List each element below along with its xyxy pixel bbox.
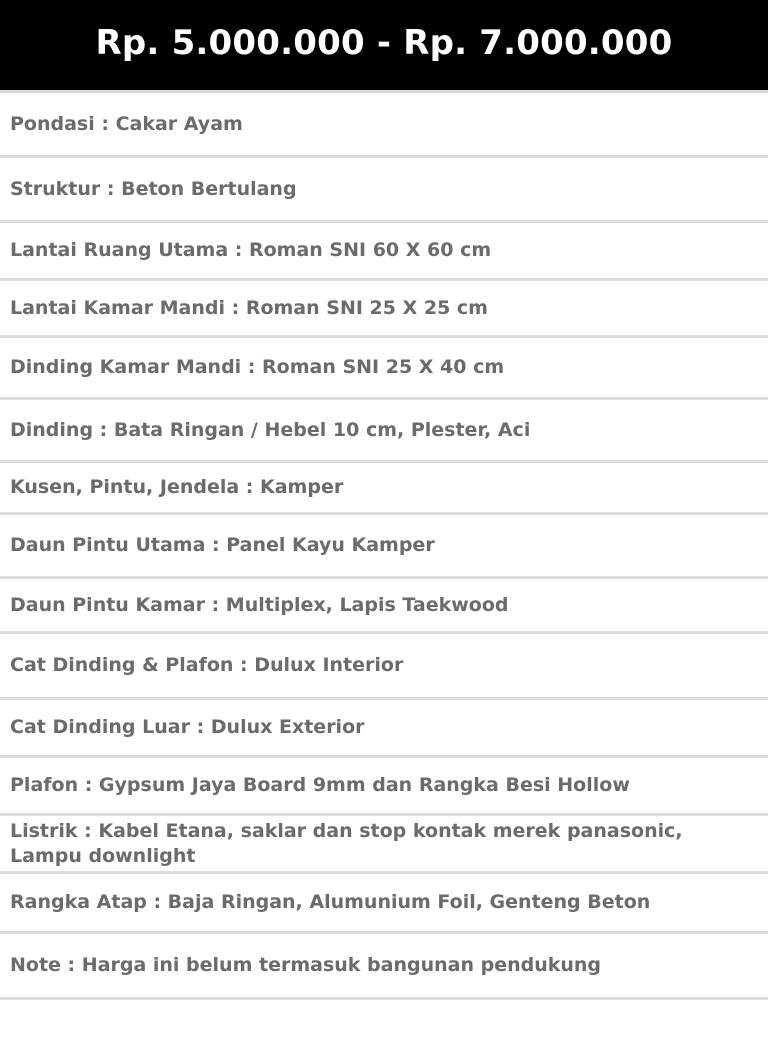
spec-text: Cat Dinding Luar : Dulux Exterior <box>10 716 365 738</box>
spec-row-pondasi <box>0 93 768 158</box>
spec-row-dinding <box>0 400 768 463</box>
spec-list <box>0 93 768 1000</box>
spec-text: Dinding : Bata Ringan / Hebel 10 cm, Plester, Aci <box>10 418 531 441</box>
price-header <box>0 0 768 93</box>
spec-row-dinding-kamar-mandi <box>0 338 768 400</box>
spec-row-note <box>0 934 768 1000</box>
spec-text: Pondasi : Cakar Ayam <box>10 112 243 135</box>
spec-row-struktur <box>0 158 768 223</box>
spec-text: Rangka Atap : Baja Ringan, Alumunium Foil, Genteng Beton <box>10 891 651 913</box>
spec-row-cat-dinding-luar <box>0 700 768 758</box>
spec-row-cat-dinding-plafon <box>0 634 768 700</box>
price-range: Rp. 5.000.000 - Rp. 7.000.000 <box>95 23 673 63</box>
spec-text: Plafon : Gypsum Jaya Board 9mm dan Rangka Besi Hollow <box>10 774 630 796</box>
spec-text: Lantai Kamar Mandi : Roman SNI 25 X 25 cm <box>10 296 488 319</box>
spec-text: Daun Pintu Kamar : Multiplex, Lapis Taekwood <box>10 593 509 616</box>
spec-row-daun-pintu-utama <box>0 515 768 579</box>
spec-text: Listrik : Kabel Etana, saklar dan stop kontak merek panasonic, Lampu downlight <box>10 819 683 867</box>
spec-text: Note : Harga ini belum termasuk bangunan pendukung <box>10 954 602 976</box>
spec-row-plafon <box>0 758 768 816</box>
spec-row-kusen <box>0 463 768 515</box>
spec-row-lantai-ruang-utama <box>0 223 768 281</box>
spec-row-daun-pintu-kamar <box>0 579 768 634</box>
spec-text: Lantai Ruang Utama : Roman SNI 60 X 60 cm <box>10 239 492 261</box>
spec-row-lantai-kamar-mandi <box>0 281 768 338</box>
spec-row-listrik <box>0 816 768 874</box>
spec-text: Kusen, Pintu, Jendela : Kamper <box>10 476 344 498</box>
spec-row-rangka-atap <box>0 874 768 934</box>
spec-text: Struktur : Beton Bertulang <box>10 177 297 200</box>
spec-text: Cat Dinding & Plafon : Dulux Interior <box>10 654 404 676</box>
spec-text: Dinding Kamar Mandi : Roman SNI 25 X 40 cm <box>10 356 505 378</box>
spec-text: Daun Pintu Utama : Panel Kayu Kamper <box>10 534 435 556</box>
